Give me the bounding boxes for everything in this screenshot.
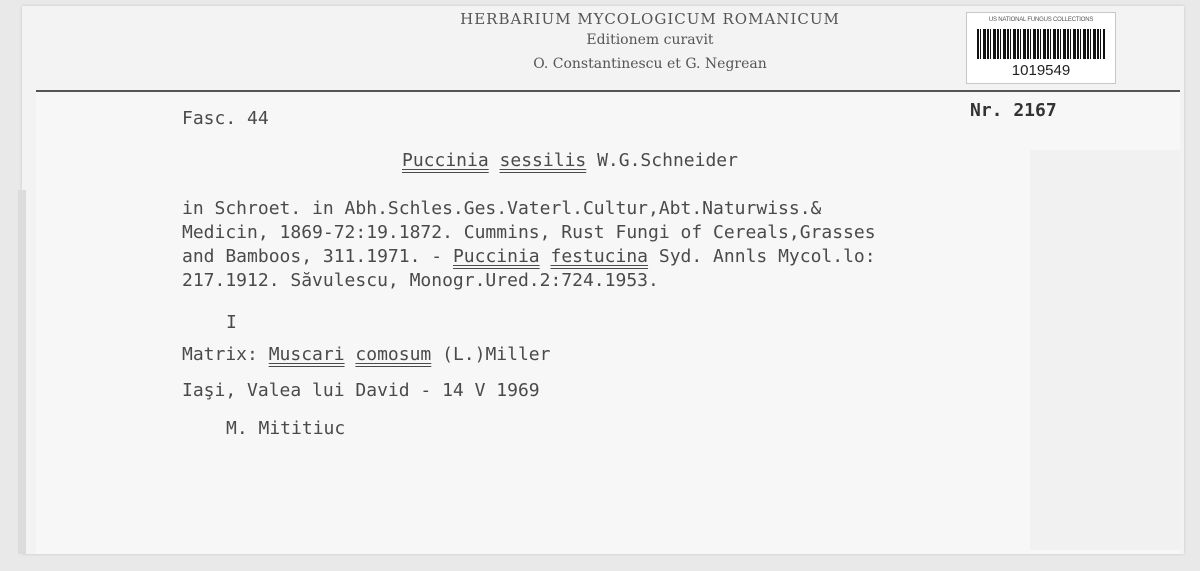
barcode-number: 1019549 (1011, 62, 1071, 79)
edition-line: Editionem curavit (586, 32, 714, 48)
label-edge-left (18, 190, 26, 554)
collector: M. Mititiuc (226, 418, 346, 439)
label-header (420, 10, 880, 72)
fascicle-number: Fasc. 44 (182, 108, 269, 129)
host-genus: Muscari (268, 344, 345, 365)
host-author: (L.)Miller (431, 344, 551, 365)
synonym-epithet: festucina (550, 246, 649, 267)
barcode-caption: US NATIONAL FUNGUS COLLECTIONS (988, 17, 1094, 23)
editors-line: O. Constantinescu et G. Negrean (533, 56, 767, 72)
matrix-line (182, 344, 550, 365)
species-name (402, 150, 738, 171)
host-epithet: comosum (355, 344, 432, 365)
citation-line-2: Medicin, 1869-72:19.1872. Cummins, Rust Fungi of Cereals,Grasses (182, 222, 876, 243)
barcode-icon (977, 29, 1105, 59)
citation-line-3-post: Syd. Annls Mycol.lo: (648, 246, 876, 267)
species-epithet: sessilis (499, 150, 587, 171)
matrix-label: Matrix: (182, 344, 269, 365)
spore-stage: I (226, 312, 237, 333)
species-genus: Puccinia (402, 150, 489, 171)
citation-line-4: 217.1912. Săvulescu, Monogr.Ured.2:724.1953. (182, 270, 659, 291)
herbarium-title: HERBARIUM MYCOLOGICUM ROMANICUM (460, 10, 840, 28)
citation-line-1: in Schroet. in Abh.Schles.Ges.Vaterl.Cultur,Abt.Naturwiss.& (182, 198, 822, 219)
synonym-genus: Puccinia (452, 246, 540, 267)
citation-line-3 (182, 246, 876, 267)
specimen-number: Nr. 2167 (970, 100, 1057, 121)
locality-date: Iaşi, Valea lui David - 14 V 1969 (182, 380, 540, 401)
label-edge-right (1030, 150, 1180, 550)
citation-line-3-pre: and Bamboos, 311.1971. - (182, 246, 453, 267)
barcode-label (966, 12, 1116, 84)
species-author: W.G.Schneider (586, 150, 738, 171)
